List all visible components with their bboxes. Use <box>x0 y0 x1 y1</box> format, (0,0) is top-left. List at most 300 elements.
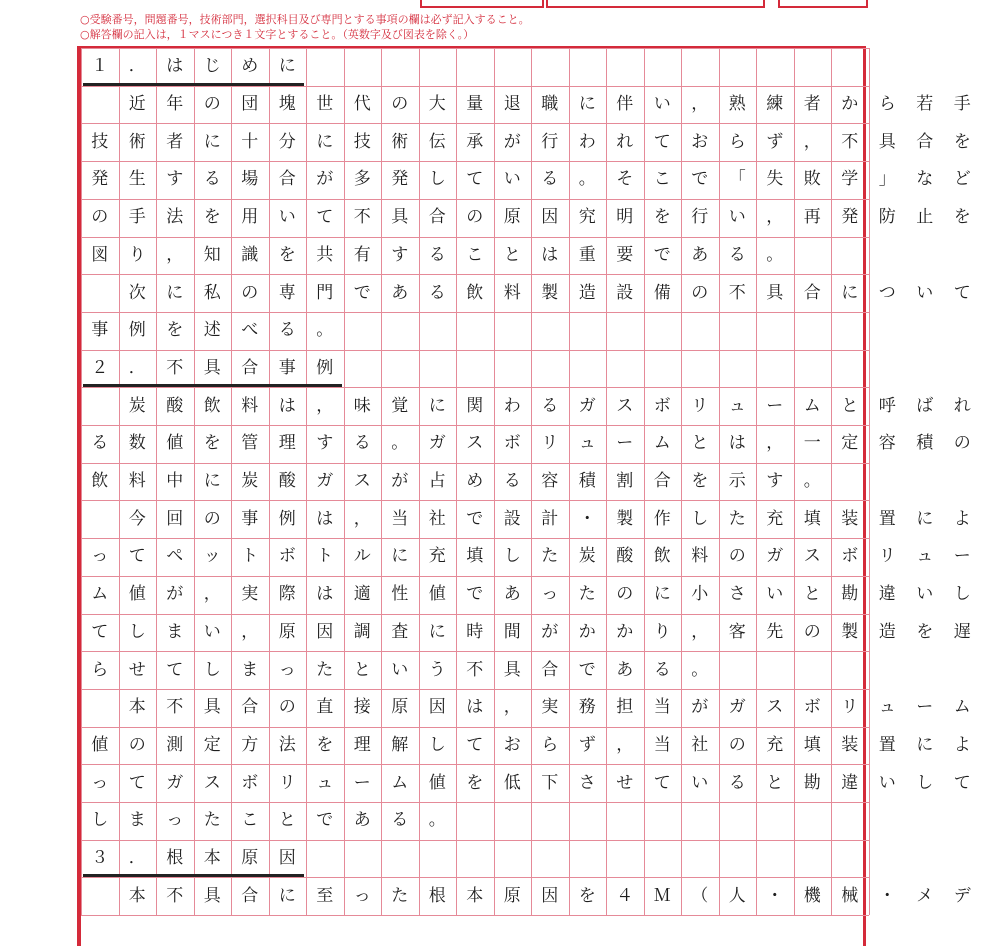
grid-char: 具 <box>194 689 232 727</box>
grid-char: て <box>119 538 157 576</box>
grid-char: こ <box>644 161 682 199</box>
grid-char: を <box>569 877 607 915</box>
grid-char: 直 <box>306 689 344 727</box>
grid-char: 重 <box>569 237 607 275</box>
grid-char: 当 <box>644 689 682 727</box>
grid-char: 大 <box>419 86 457 124</box>
grid-char: 不 <box>156 877 194 915</box>
grid-char: 炭 <box>569 538 607 576</box>
grid-char: た <box>719 500 757 538</box>
grid-char: 事 <box>231 500 269 538</box>
grid-char: ペ <box>156 538 194 576</box>
grid-char: な <box>906 161 944 199</box>
grid-char: 原 <box>381 689 419 727</box>
grid-char: ボ <box>794 689 832 727</box>
grid-char: ， <box>494 689 532 727</box>
grid-char: め <box>456 463 494 501</box>
grid-char: ３ <box>81 840 119 878</box>
grid-char: る <box>381 802 419 840</box>
grid-char: 中 <box>156 463 194 501</box>
grid-char: 積 <box>569 463 607 501</box>
grid-char: 置 <box>869 500 907 538</box>
grid-char: ー <box>944 538 981 576</box>
grid-char: 填 <box>794 727 832 765</box>
grid-char: の <box>794 614 832 652</box>
grid-char: 生 <box>119 161 157 199</box>
grid-char: て <box>456 161 494 199</box>
grid-char: 行 <box>681 199 719 237</box>
grid-char: 小 <box>681 576 719 614</box>
grid-char: 因 <box>306 614 344 652</box>
grid-char: て <box>944 274 981 312</box>
grid-char: よ <box>944 500 981 538</box>
grid-char: ー <box>906 689 944 727</box>
grid-char: が <box>156 576 194 614</box>
grid-char: そ <box>606 161 644 199</box>
grid-char: ス <box>794 538 832 576</box>
grid-char: 場 <box>231 161 269 199</box>
grid-char: て <box>156 651 194 689</box>
grid-char: っ <box>269 651 307 689</box>
grid-char: 値 <box>81 727 119 765</box>
exam-number-box[interactable] <box>420 0 544 8</box>
grid-char: す <box>756 463 794 501</box>
grid-char: リ <box>681 387 719 425</box>
grid-char: た <box>306 651 344 689</box>
grid-char: 」 <box>869 161 907 199</box>
grid-char: わ <box>494 387 532 425</box>
grid-char: で <box>456 576 494 614</box>
grid-char: 具 <box>381 199 419 237</box>
grid-char: に <box>906 500 944 538</box>
grid-char: た <box>569 576 607 614</box>
grid-char: 原 <box>269 614 307 652</box>
grid-char: ボ <box>269 538 307 576</box>
grid-char: た <box>194 802 232 840</box>
grid-char: が <box>494 123 532 161</box>
grid-char: 容 <box>531 463 569 501</box>
grid-char: せ <box>606 764 644 802</box>
grid-char: 定 <box>194 727 232 765</box>
grid-char: を <box>194 199 232 237</box>
grid-char: お <box>681 123 719 161</box>
grid-char: 値 <box>419 576 457 614</box>
grid-char: 製 <box>606 500 644 538</box>
grid-char: の <box>719 538 757 576</box>
answer-grid[interactable] <box>81 48 868 920</box>
grid-char: 呼 <box>869 387 907 425</box>
grid-char: て <box>306 199 344 237</box>
grid-char: の <box>194 500 232 538</box>
grid-char: り <box>119 237 157 275</box>
grid-char: れ <box>606 123 644 161</box>
grid-char: 原 <box>231 840 269 878</box>
grid-char: 定 <box>831 425 869 463</box>
grid-char: い <box>494 161 532 199</box>
grid-char: 性 <box>381 576 419 614</box>
grid-char: ュ <box>869 689 907 727</box>
grid-char: を <box>456 764 494 802</box>
grid-char: 有 <box>344 237 382 275</box>
grid-char: 不 <box>456 651 494 689</box>
grid-char: 防 <box>869 199 907 237</box>
grid-char: ． <box>119 840 157 878</box>
grid-char: リ <box>869 538 907 576</box>
grid-char: こ <box>456 237 494 275</box>
grid-char: っ <box>344 877 382 915</box>
grid-char: 行 <box>531 123 569 161</box>
grid-char: 製 <box>531 274 569 312</box>
grid-char: 塊 <box>269 86 307 124</box>
grid-char: 。 <box>419 802 457 840</box>
grid-char: い <box>269 199 307 237</box>
grid-char: 違 <box>831 764 869 802</box>
grid-char: ー <box>606 425 644 463</box>
grid-char: 技 <box>81 123 119 161</box>
grid-char: 設 <box>606 274 644 312</box>
grid-char: い <box>644 86 682 124</box>
grid-char: し <box>419 727 457 765</box>
grid-char: 設 <box>494 500 532 538</box>
grid-char: で <box>681 161 719 199</box>
grid-char: に <box>156 274 194 312</box>
grid-char: 本 <box>119 877 157 915</box>
grid-char: 合 <box>231 877 269 915</box>
grid-char: は <box>719 425 757 463</box>
grid-char: ュ <box>719 387 757 425</box>
grid-char: 事 <box>81 312 119 350</box>
grid-char: と <box>269 802 307 840</box>
grid-char: で <box>644 237 682 275</box>
grid-char: 造 <box>569 274 607 312</box>
grid-char: い <box>906 274 944 312</box>
grid-hline <box>81 915 869 916</box>
grid-char: ら <box>869 86 907 124</box>
grid-char: ボ <box>831 538 869 576</box>
grid-char: 関 <box>456 387 494 425</box>
grid-char: ， <box>756 425 794 463</box>
grid-char: ４ <box>606 877 644 915</box>
grid-char: 門 <box>306 274 344 312</box>
grid-char: 測 <box>156 727 194 765</box>
grid-char: は <box>156 48 194 86</box>
grid-char: 充 <box>756 500 794 538</box>
grid-char: Ｍ <box>644 877 682 915</box>
grid-char: 勘 <box>794 764 832 802</box>
grid-char: ー <box>756 387 794 425</box>
grid-char: 当 <box>381 500 419 538</box>
grid-char: 査 <box>381 614 419 652</box>
grid-char: り <box>644 614 682 652</box>
grid-char: ら <box>81 651 119 689</box>
grid-char: 合 <box>906 123 944 161</box>
grid-char: う <box>419 651 457 689</box>
grid-char: 料 <box>119 463 157 501</box>
grid-char: が <box>381 463 419 501</box>
grid-char: ボ <box>231 764 269 802</box>
grid-char: ． <box>119 350 157 388</box>
grid-char: ム <box>81 576 119 614</box>
grid-char: あ <box>381 274 419 312</box>
grid-char: 熟 <box>719 86 757 124</box>
grid-char: 不 <box>831 123 869 161</box>
grid-char: し <box>944 576 981 614</box>
grid-char: し <box>681 500 719 538</box>
grid-char: 先 <box>756 614 794 652</box>
grid-char: で <box>456 500 494 538</box>
grid-char: 理 <box>269 425 307 463</box>
grid-char: 代 <box>344 86 382 124</box>
grid-char: 不 <box>156 350 194 388</box>
grid-char: 知 <box>194 237 232 275</box>
grid-char: ず <box>756 123 794 161</box>
grid-char: い <box>719 199 757 237</box>
grid-char: 技 <box>344 123 382 161</box>
grid-char: 数 <box>119 425 157 463</box>
grid-char: に <box>419 614 457 652</box>
grid-char: を <box>194 425 232 463</box>
grid-char: ュ <box>906 538 944 576</box>
grid-char: 。 <box>306 312 344 350</box>
grid-char: か <box>569 614 607 652</box>
grid-char: に <box>831 274 869 312</box>
grid-char: つ <box>869 274 907 312</box>
grid-char: が <box>531 614 569 652</box>
grid-char: の <box>194 86 232 124</box>
grid-char: ， <box>231 614 269 652</box>
grid-char: し <box>494 538 532 576</box>
grid-char: る <box>531 161 569 199</box>
grid-char: す <box>306 425 344 463</box>
grid-char: 因 <box>419 689 457 727</box>
grid-char: ム <box>644 425 682 463</box>
grid-char: さ <box>569 764 607 802</box>
grid-char: 人 <box>719 877 757 915</box>
grid-char: リ <box>831 689 869 727</box>
grid-char: に <box>569 86 607 124</box>
grid-char: ュ <box>306 764 344 802</box>
grid-char: 飲 <box>644 538 682 576</box>
grid-char: 発 <box>81 161 119 199</box>
grid-char: る <box>419 274 457 312</box>
grid-char: 一 <box>794 425 832 463</box>
grid-char: 客 <box>719 614 757 652</box>
grid-char: す <box>381 237 419 275</box>
grid-char: 原 <box>494 877 532 915</box>
grid-char: 本 <box>119 689 157 727</box>
grid-char: 合 <box>231 689 269 727</box>
grid-char: る <box>644 651 682 689</box>
grid-char: 填 <box>794 500 832 538</box>
grid-char: ・ <box>869 877 907 915</box>
grid-char: 実 <box>231 576 269 614</box>
grid-char: 方 <box>231 727 269 765</box>
grid-char: れ <box>944 387 981 425</box>
grid-char: し <box>906 764 944 802</box>
grid-char: 分 <box>269 123 307 161</box>
subject-box[interactable] <box>778 0 868 8</box>
grid-char: ば <box>906 387 944 425</box>
grid-char: ガ <box>569 387 607 425</box>
grid-char: （ <box>681 877 719 915</box>
grid-char: 具 <box>194 350 232 388</box>
grid-char: 発 <box>831 199 869 237</box>
grid-char: ず <box>569 727 607 765</box>
grid-char: い <box>906 576 944 614</box>
grid-char: を <box>681 463 719 501</box>
grid-char: ガ <box>156 764 194 802</box>
grid-char: 例 <box>269 500 307 538</box>
grid-char: ， <box>756 199 794 237</box>
grid-char: あ <box>344 802 382 840</box>
grid-char: る <box>194 161 232 199</box>
grid-char: て <box>644 123 682 161</box>
grid-char: 述 <box>194 312 232 350</box>
grid-char: に <box>269 48 307 86</box>
grid-char: ボ <box>494 425 532 463</box>
grid-char: 低 <box>494 764 532 802</box>
grid-char: ガ <box>306 463 344 501</box>
grid-char: ト <box>306 538 344 576</box>
grid-char: に <box>194 123 232 161</box>
grid-char: 。 <box>681 651 719 689</box>
grid-char: で <box>569 651 607 689</box>
grid-char: 飲 <box>81 463 119 501</box>
grid-char: 回 <box>156 500 194 538</box>
grid-char: し <box>194 651 232 689</box>
grid-char: が <box>306 161 344 199</box>
grid-char: 本 <box>456 877 494 915</box>
grid-char: 炭 <box>119 387 157 425</box>
grid-char: 失 <box>756 161 794 199</box>
grid-char: を <box>156 312 194 350</box>
grid-char: 充 <box>756 727 794 765</box>
grid-char: 本 <box>194 840 232 878</box>
grid-char: る <box>719 764 757 802</box>
grid-char: 敗 <box>794 161 832 199</box>
grid-char: 承 <box>456 123 494 161</box>
grid-char: ， <box>681 614 719 652</box>
grid-char: て <box>644 764 682 802</box>
grid-char: て <box>81 614 119 652</box>
grid-char: 置 <box>869 727 907 765</box>
grid-char: い <box>194 614 232 652</box>
grid-char: 。 <box>381 425 419 463</box>
grid-char: 術 <box>381 123 419 161</box>
grid-char: 手 <box>119 199 157 237</box>
grid-char: 接 <box>344 689 382 727</box>
grid-char: ら <box>719 123 757 161</box>
grid-char: 止 <box>906 199 944 237</box>
grid-char: ス <box>606 387 644 425</box>
grid-char: は <box>531 237 569 275</box>
grid-char: を <box>944 123 981 161</box>
grid-char: 量 <box>456 86 494 124</box>
grid-char: よ <box>944 727 981 765</box>
grid-char: 充 <box>419 538 457 576</box>
grid-char: 機 <box>794 877 832 915</box>
field-box[interactable] <box>546 0 765 8</box>
grid-char: し <box>81 802 119 840</box>
grid-char: に <box>194 463 232 501</box>
grid-char: ス <box>194 764 232 802</box>
grid-char: ， <box>306 387 344 425</box>
grid-char: ， <box>156 237 194 275</box>
grid-char: が <box>681 689 719 727</box>
grid-char: 要 <box>606 237 644 275</box>
grid-char: 。 <box>756 237 794 275</box>
grid-char: ュ <box>569 425 607 463</box>
grid-char: 値 <box>419 764 457 802</box>
grid-char: ム <box>381 764 419 802</box>
grid-char: 遅 <box>944 614 981 652</box>
grid-char: 多 <box>344 161 382 199</box>
grid-char: 伝 <box>419 123 457 161</box>
grid-char: の <box>81 199 119 237</box>
grid-char: ， <box>194 576 232 614</box>
grid-char: す <box>156 161 194 199</box>
grid-char: 根 <box>419 877 457 915</box>
grid-char: い <box>381 651 419 689</box>
grid-char: 理 <box>344 727 382 765</box>
grid-char: 例 <box>306 350 344 388</box>
grid-char: ム <box>794 387 832 425</box>
grid-char: 発 <box>381 161 419 199</box>
grid-char: 装 <box>831 500 869 538</box>
grid-char: 伴 <box>606 86 644 124</box>
grid-char: は <box>306 500 344 538</box>
grid-char: い <box>681 764 719 802</box>
grid-char: 解 <box>381 727 419 765</box>
grid-char: 際 <box>269 576 307 614</box>
grid-char: の <box>456 199 494 237</box>
grid-char: 酸 <box>269 463 307 501</box>
grid-char: 学 <box>831 161 869 199</box>
grid-char: と <box>494 237 532 275</box>
grid-char: の <box>269 689 307 727</box>
grid-char: 今 <box>119 500 157 538</box>
grid-char: ま <box>231 651 269 689</box>
grid-char: を <box>944 199 981 237</box>
grid-char: 図 <box>81 237 119 275</box>
grid-char: っ <box>81 764 119 802</box>
grid-char: 適 <box>344 576 382 614</box>
grid-char: を <box>644 199 682 237</box>
grid-char: ト <box>231 538 269 576</box>
grid-char: ， <box>794 123 832 161</box>
grid-char: 具 <box>756 274 794 312</box>
grid-char: て <box>456 727 494 765</box>
grid-char: で <box>344 274 382 312</box>
grid-char: こ <box>231 802 269 840</box>
grid-char: 近 <box>119 86 157 124</box>
grid-char: 再 <box>794 199 832 237</box>
grid-char: 味 <box>344 387 382 425</box>
grid-char: い <box>869 764 907 802</box>
grid-char: ２ <box>81 350 119 388</box>
grid-char: ， <box>344 500 382 538</box>
grid-char: 次 <box>119 274 157 312</box>
grid-char: 積 <box>906 425 944 463</box>
grid-char: 違 <box>869 576 907 614</box>
grid-char: 料 <box>231 387 269 425</box>
grid-char: 職 <box>531 86 569 124</box>
grid-char: る <box>494 463 532 501</box>
grid-char: 共 <box>306 237 344 275</box>
grid-char: の <box>944 425 981 463</box>
grid-char: ど <box>944 161 981 199</box>
grid-char: か <box>606 614 644 652</box>
